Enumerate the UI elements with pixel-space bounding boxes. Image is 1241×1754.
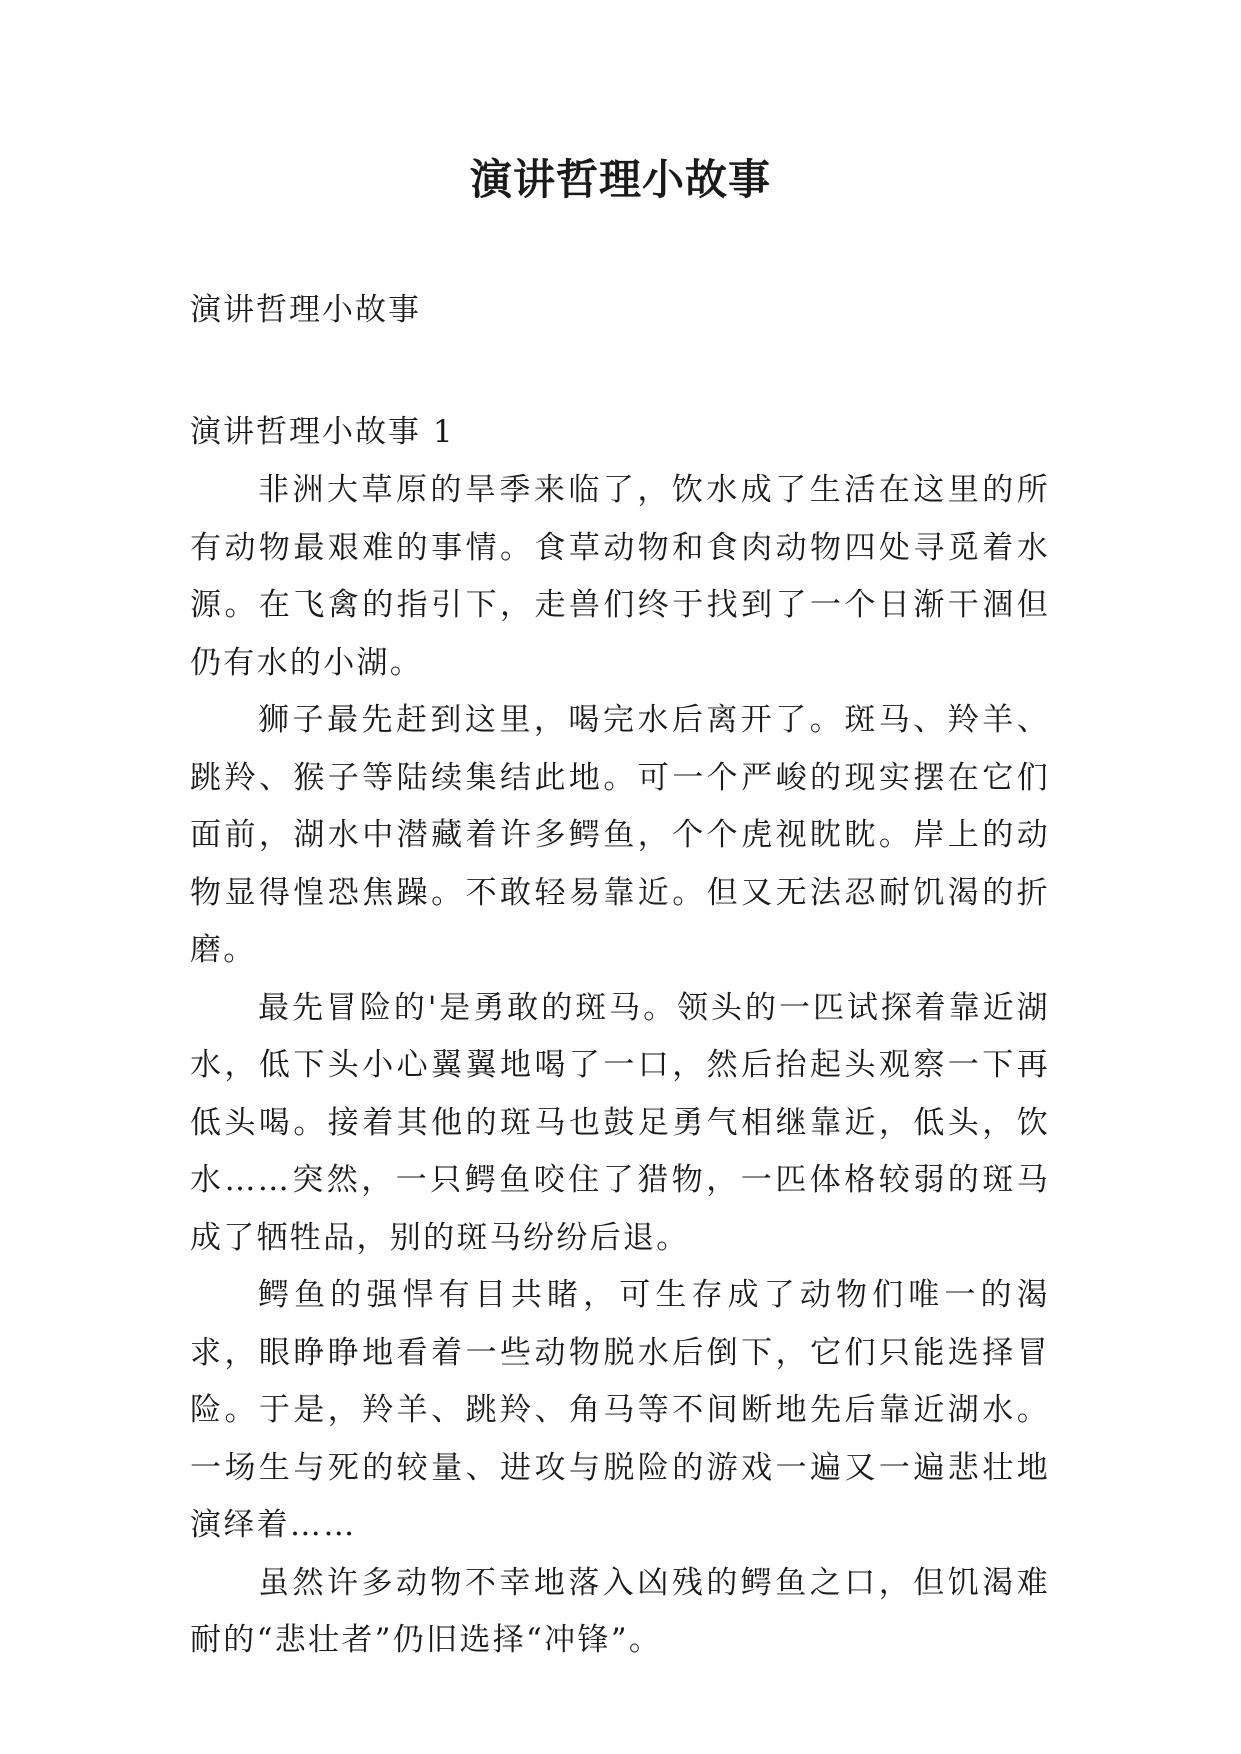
paragraph-3: 最先冒险的'是勇敢的斑马。领头的一匹试探着靠近湖水，低下头小心翼翼地喝了一口，然后抬起头观察一下再低头喝。接着其他的斑马也鼓足勇气相继靠近，低头，饮水……突然，一只鳄鱼咬住了猎物，一匹体格较弱的斑马成了牺牲品，别的斑马纷纷后退。 (190, 989, 1050, 1256)
paragraph-4: 鳄鱼的强悍有目共睹，可生存成了动物们唯一的渴求，眼睁睁地看着一些动物脱水后倒下，它们只能选择冒险。于是，羚羊、跳羚、角马等不间断地先后靠近湖水。一场生与死的较量、进攻与脱险的游戏一遍又一遍悲壮地演绎着…… (190, 1277, 1050, 1543)
paragraph-2: 狮子最先赶到这里，喝完水后离开了。斑马、羚羊、跳羚、猴子等陆续集结此地。可一个严峻的现实摆在它们面前，湖水中潜藏着许多鳄鱼，个个虎视眈眈。岸上的动物显得惶恐焦躁。不敢轻易靠近。但又无法忍耐饥渴的折磨。 (190, 702, 1050, 968)
paragraph-5: 虽然许多动物不幸地落入凶残的鳄鱼之口，但饥渴难耐的“悲壮者”仍旧选择“冲锋”。 (190, 1564, 1050, 1658)
document-subtitle: 演讲哲理小故事 (190, 292, 421, 328)
story-body (190, 462, 1050, 1670)
paragraph-1: 非洲大草原的旱季来临了，饮水成了生活在这里的所有动物最艰难的事情。食草动物和食肉动物四处寻觅着水源。在飞禽的指引下，走兽们终于找到了一个日渐干涸但仍有水的小湖。 (190, 472, 1050, 681)
document-title: 演讲哲理小故事 (469, 155, 771, 204)
section-heading: 演讲哲理小故事 1 (190, 414, 455, 450)
